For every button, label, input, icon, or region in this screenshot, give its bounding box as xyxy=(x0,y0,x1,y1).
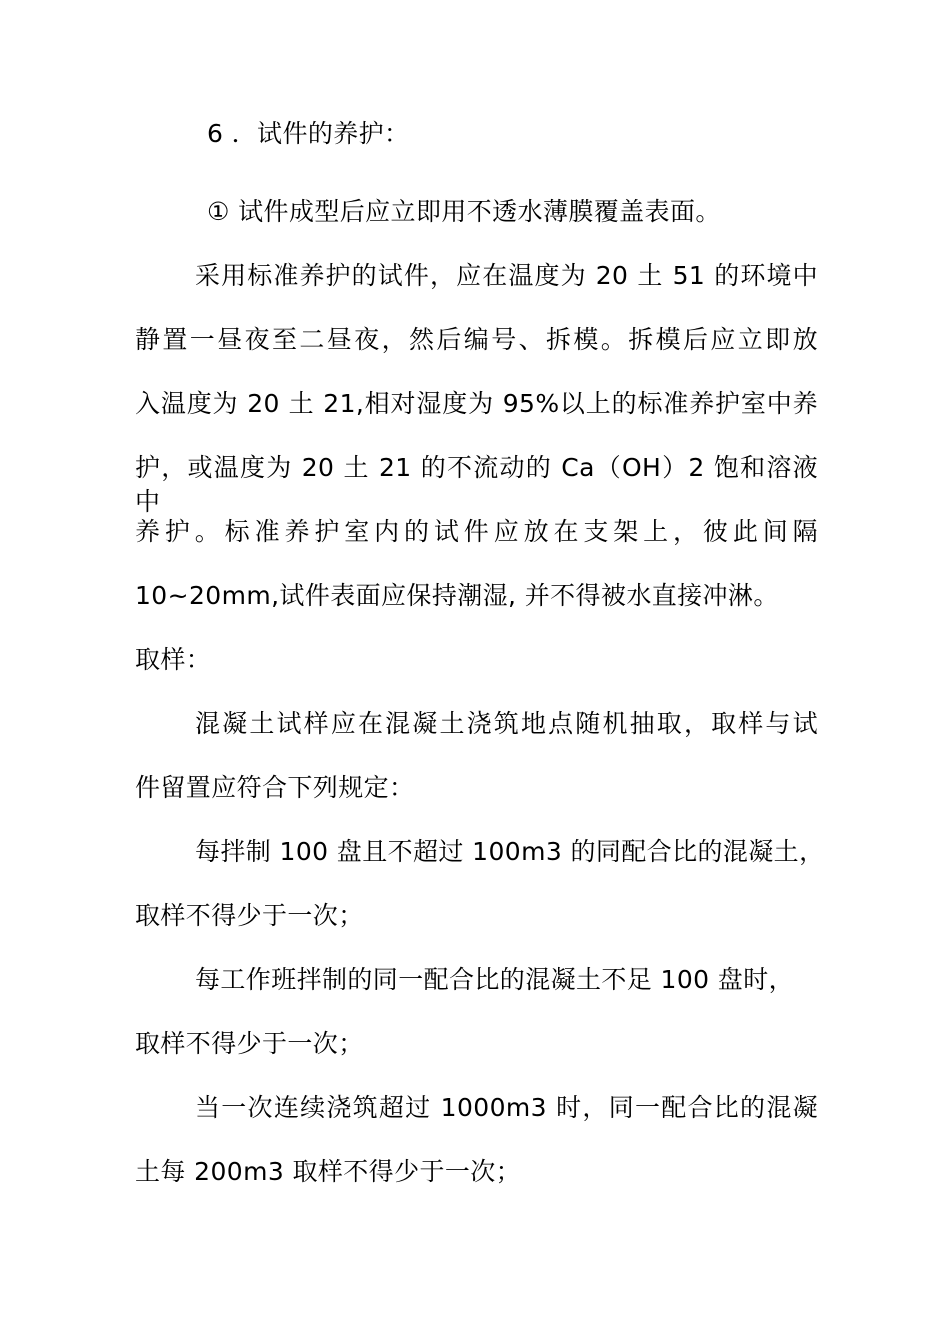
paragraph-line: 当一次连续浇筑超过 1000m3 时，同一配合比的混凝 xyxy=(195,1093,818,1122)
list-item: ① 试件成型后应立即用不透水薄膜覆盖表面。 xyxy=(207,197,721,226)
paragraph-line: 混凝土试样应在混凝土浇筑地点随机抽取，取样与试 xyxy=(195,709,818,738)
paragraph-line: 养护。标准养护室内的试件应放在支架上，彼此间隔 xyxy=(135,517,818,546)
paragraph-line: 入温度为 20 土 21,相对湿度为 95%以上的标准养护室中养 xyxy=(135,389,818,418)
paragraph-line: 土每 200m3 取样不得少于一次； xyxy=(135,1157,522,1186)
paragraph-line: 件留置应符合下列规定： xyxy=(135,773,415,802)
section-heading: 6 ．试件的养护： xyxy=(207,119,410,148)
paragraph-line: 取样不得少于一次； xyxy=(135,1029,364,1058)
paragraph-line: 每工作班拌制的同一配合比的混凝土不足 100 盘时， xyxy=(195,965,795,994)
paragraph-line: 10~20mm,试件表面应保持潮湿, 并不得被水直接冲淋。 xyxy=(135,581,779,610)
paragraph-line: 取样不得少于一次； xyxy=(135,901,364,930)
paragraph-line: 采用标准养护的试件，应在温度为 20 土 51 的环境中 xyxy=(195,261,818,290)
paragraph-line: 每拌制 100 盘且不超过 100m3 的同配合比的混凝土， xyxy=(195,837,825,866)
paragraph-line: 静置一昼夜至二昼夜，然后编号、拆模。拆模后应立即放 xyxy=(135,325,818,354)
sampling-heading: 取样： xyxy=(135,645,212,674)
paragraph-line: 护，或温度为 20 土 21 的不流动的 Ca（OH）2 饱和溶液中 xyxy=(135,453,818,516)
